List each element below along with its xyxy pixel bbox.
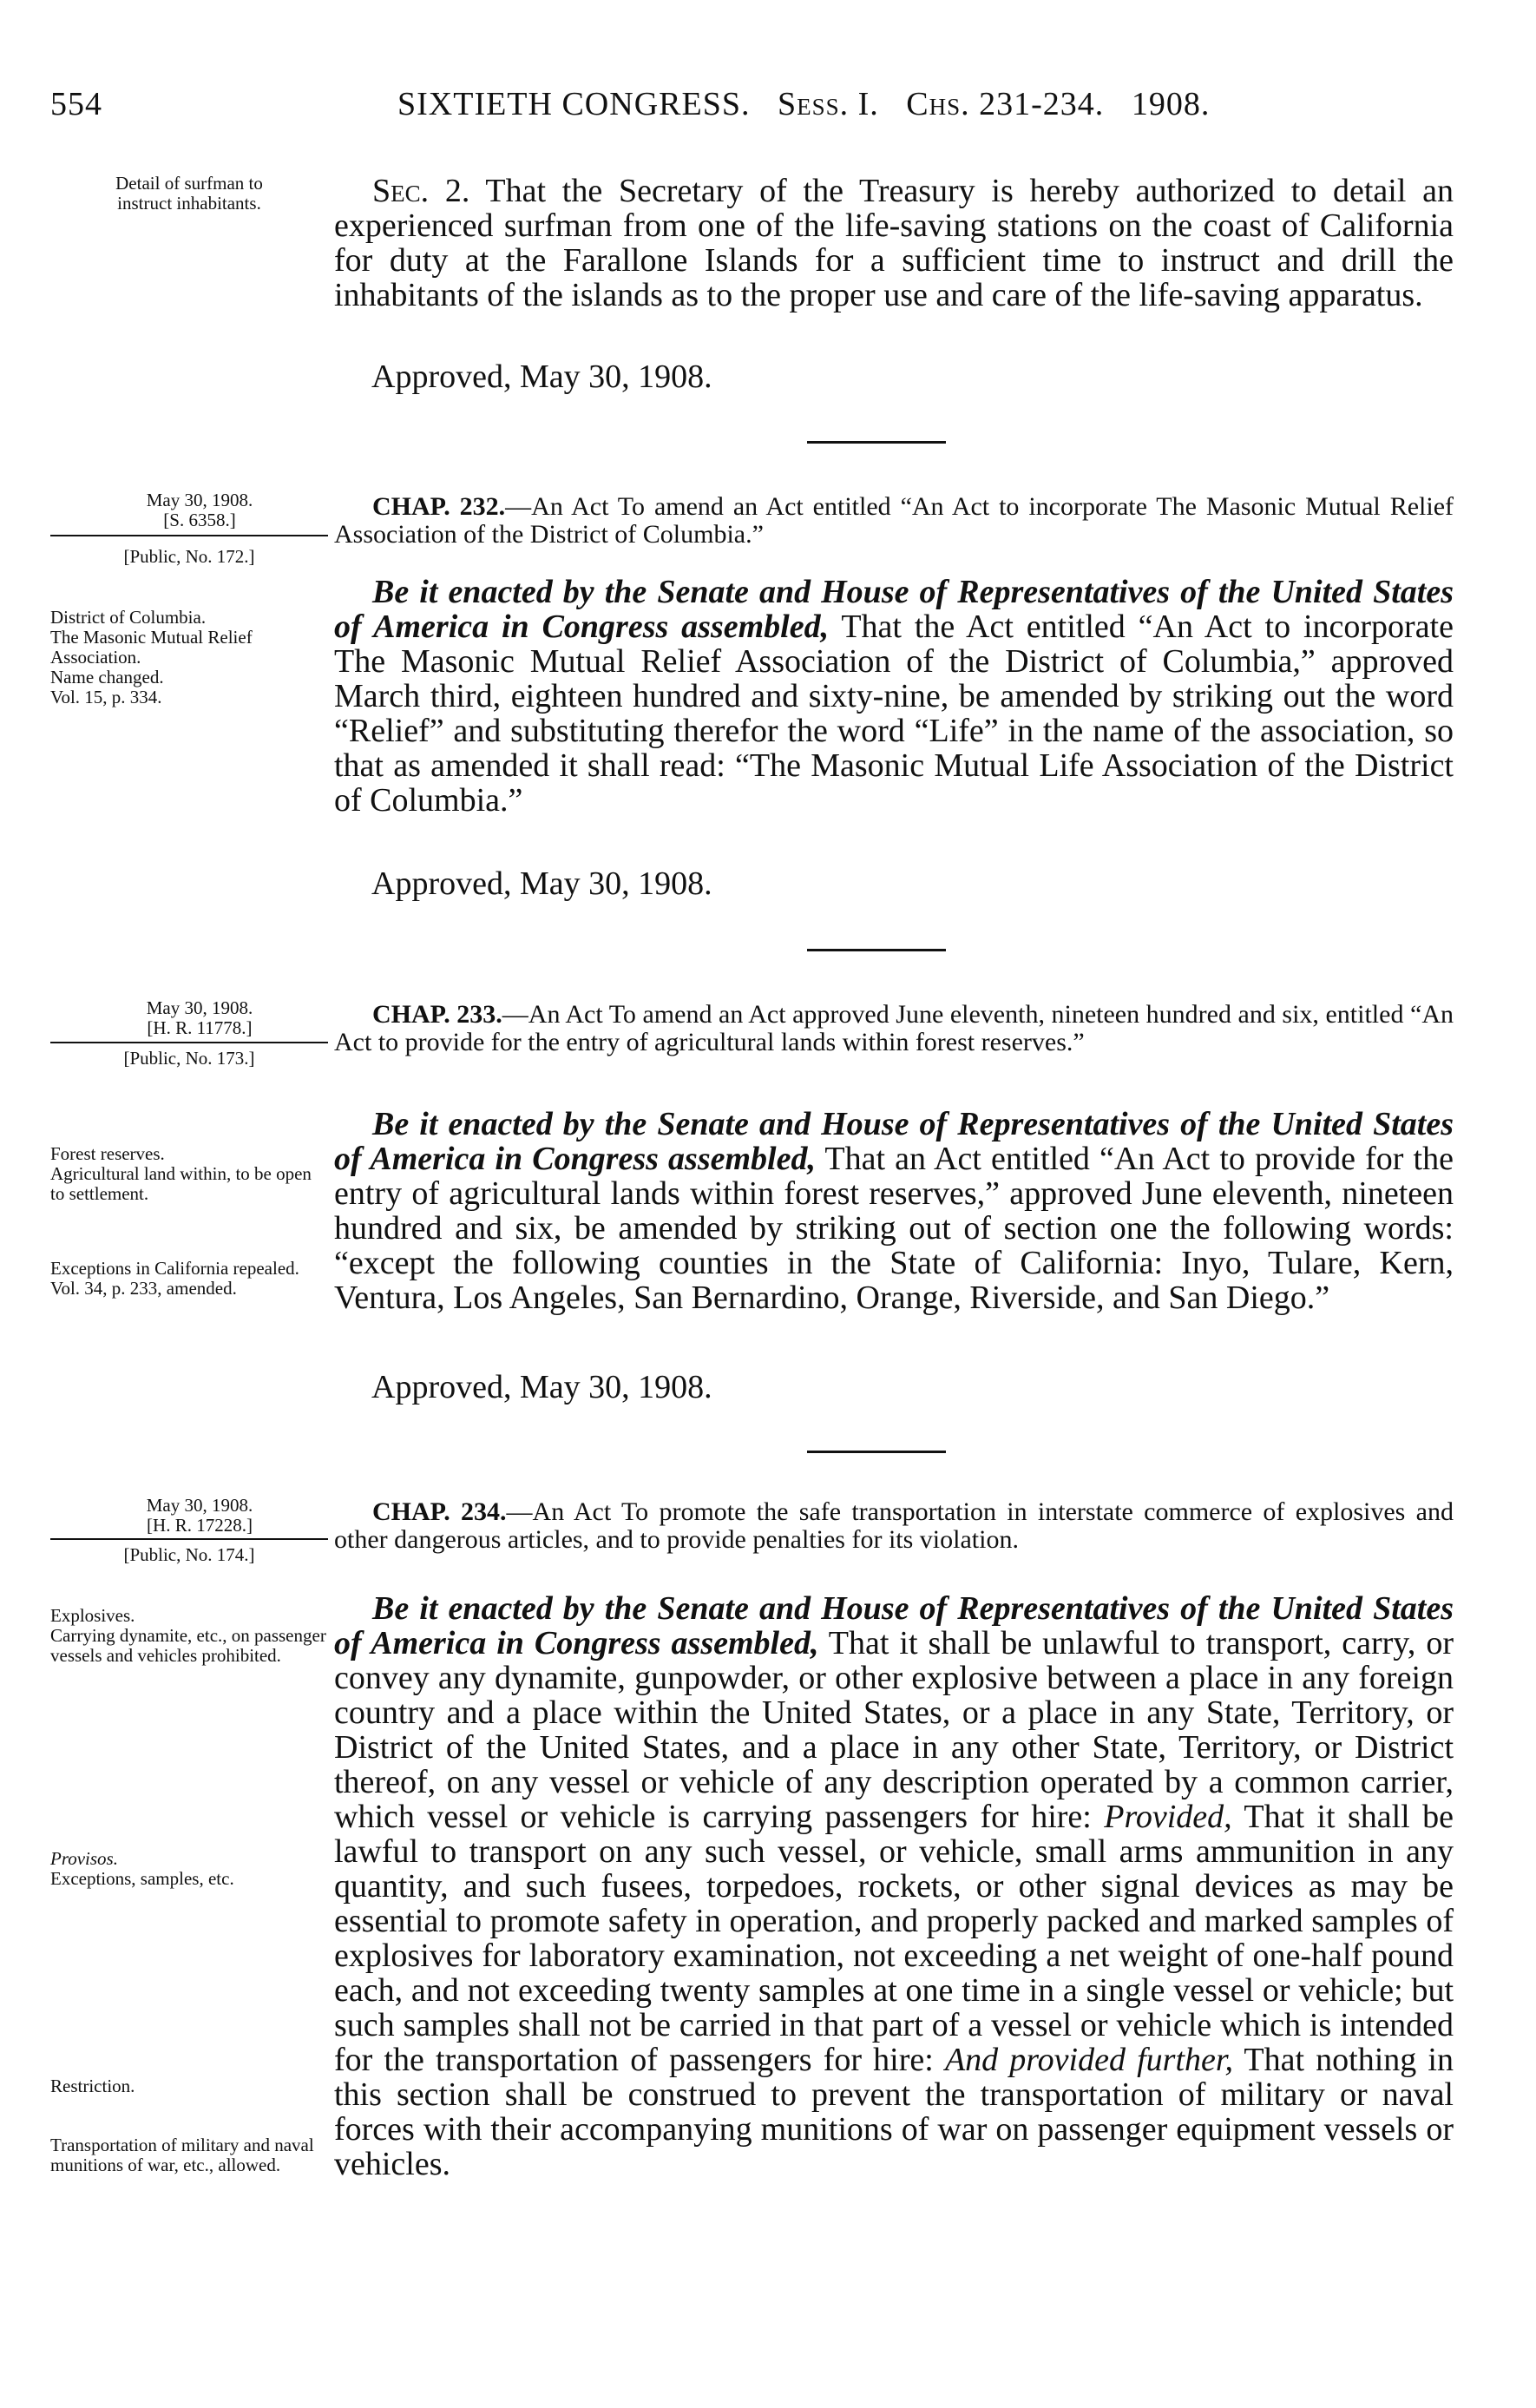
- margin-note-line: Carrying dynamite, etc., on passenger vessels and vehicles prohibited.: [50, 1625, 326, 1666]
- header-year: 1908.: [1131, 86, 1211, 122]
- page-number: 554: [50, 86, 102, 122]
- chap234-body-3: That nothing in this section shall be construed to prevent the transportation of military or naval forces with their accompanying munitions of war on passenger equipment vessels or vehicles.: [334, 2042, 1454, 2182]
- chapter-title: —An Act To promote the safe transportation in interstate commerce of explosives and other dangerous articles, and to provide penalties for its violation.: [334, 1497, 1454, 1554]
- chap234-margin-note-d: Transportation of military and naval munitions of war, etc., allowed.: [50, 2135, 314, 2175]
- section-divider: [807, 1451, 946, 1453]
- chap234-margin-note-c: Restriction.: [50, 2076, 135, 2096]
- public-number: [Public, No. 174.]: [123, 1544, 255, 1565]
- bill-number: [S. 6358.]: [163, 510, 236, 530]
- proviso-label: And provided further,: [944, 2042, 1233, 2078]
- section-divider: [807, 949, 946, 951]
- chapter-number: CHAP. 233.: [372, 1000, 502, 1029]
- chap234-text: [334, 1591, 1454, 2181]
- chap232-margin-head: [104, 490, 295, 530]
- margin-note-line: instruct inhabitants.: [117, 193, 261, 214]
- margin-note-line: Detail of surfman to: [115, 173, 263, 194]
- sec2-text: [334, 174, 1454, 313]
- margin-note-line: Explosives.: [50, 1605, 135, 1626]
- proviso-label: Provided,: [1104, 1799, 1232, 1835]
- chapter-title: —An Act To amend an Act entitled “An Act to incorporate The Masonic Mutual Relief Association of the District of Columbia.”: [334, 492, 1454, 549]
- act-date: May 30, 1908.: [146, 1495, 253, 1516]
- enacting-clause: Be it enacted by the Senate and House of Representatives of the United States of America in Congress assembled,: [334, 1590, 1454, 1661]
- enacting-clause: Be it enacted by the Senate and House of Representatives of the United States of America in Congress assembled,: [334, 1106, 1454, 1177]
- chap232-heading: [334, 493, 1454, 549]
- chap233-heading: [334, 1001, 1454, 1056]
- margin-note-sec2: [50, 174, 328, 214]
- chap234-body-1: That it shall be unlawful to transport, carry, or convey any dynamite, gunpowder, or other explosive between a place in any foreign country and a place within the United States, or a place in any State, Territory, or District of the United States, and a place in any other State, Territory, or District thereof, on any vessel or vehicle of any description operated by a common carrier, which vessel or vehicle is carrying passengers for hire:: [334, 1625, 1454, 1835]
- chap234-heading: [334, 1498, 1454, 1554]
- bill-number: [H. R. 17228.]: [147, 1515, 253, 1536]
- margin-note-line: Provisos.: [50, 1848, 118, 1869]
- enacting-clause: Be it enacted by the Senate and House of Representatives of the United States of America in Congress assembled,: [334, 574, 1454, 645]
- running-header: [50, 85, 1449, 137]
- sec2-body: That the Secretary of the Treasury is hereby authorized to detail an experienced surfman from one of the life-saving stations on the coast of California for duty at the Farallone Islands for a sufficient time to instruct and drill the inhabitants of the islands as to the proper use and care of the life-saving apparatus.: [334, 173, 1454, 313]
- chapter-number: CHAP. 232.: [372, 492, 506, 521]
- chap233-margin-notes-a: [50, 1144, 328, 1204]
- margin-note-line: Vol. 15, p. 334.: [50, 687, 162, 707]
- header-session: Sess. I.: [777, 86, 879, 122]
- approved-line: Approved, May 30, 1908.: [371, 1369, 712, 1405]
- chap234-margin-notes-a: [50, 1606, 328, 1666]
- chap233-text: [334, 1107, 1454, 1315]
- margin-note-line: Exceptions, samples, etc.: [50, 1868, 234, 1889]
- section-divider: [807, 441, 946, 444]
- margin-note-line: District of Columbia.: [50, 607, 207, 628]
- chap232-margin-notes: [50, 608, 328, 707]
- chap233-body: That an Act entitled “An Act to provide for the entry of agricultural lands within forest reserves,” approved June eleventh, nineteen hundred and six, be amended by striking out of section one the following words: “except the following counties in the State of California: Inyo, Tulare, Kern, Ventura, Los Angeles, San Bernardino, Orange, Riverside, and San Diego.”: [334, 1141, 1454, 1316]
- act-date: May 30, 1908.: [146, 997, 253, 1018]
- chap232-body: That the Act entitled “An Act to incorporate The Masonic Mutual Relief Association of the District of Columbia,” approved March third, eighteen hundred and sixty-nine, be amended by striking out the word “Relief” and substituting therefor the word “Life” in the name of the association, so that as amended it shall read: “The Masonic Mutual Life Association of the District of Columbia.”: [334, 609, 1454, 819]
- margin-note-line: Name changed.: [50, 667, 164, 688]
- margin-note-line: Forest reserves.: [50, 1143, 165, 1164]
- margin-note-line: Vol. 34, p. 233, amended.: [50, 1278, 237, 1299]
- approved-line: Approved, May 30, 1908.: [371, 359, 712, 395]
- public-number: [Public, No. 172.]: [123, 546, 255, 567]
- chapter-title: —An Act To amend an Act approved June eleventh, nineteen hundred and six, entitled “An Act to provide for the entry of agricultural lands within forest reserves.”: [334, 1000, 1454, 1056]
- act-date: May 30, 1908.: [146, 490, 253, 510]
- chap233-margin-head: [104, 998, 295, 1038]
- margin-note-line: Exceptions in California repealed.: [50, 1258, 299, 1279]
- margin-rule: [50, 1042, 328, 1043]
- margin-rule: [50, 1538, 328, 1540]
- approved-line: Approved, May 30, 1908.: [371, 865, 712, 902]
- section-label: Sec. 2.: [372, 173, 470, 209]
- chap233-margin-notes-b: [50, 1259, 328, 1299]
- chap234-margin-head: [104, 1496, 295, 1536]
- chap232-text: [334, 575, 1454, 818]
- margin-rule: [50, 535, 328, 536]
- chapter-number: CHAP. 234.: [372, 1497, 507, 1526]
- header-congress: SIXTIETH CONGRESS.: [397, 86, 751, 122]
- chap234-body-2: That it shall be lawful to transport on any such vessel, or vehicle, small arms ammunition in any quantity, and such fusees, torpedoes, rockets, or other signal devices as may be essential to promote safety in operation, and properly packed and marked samples of explosives for laboratory examination, not exceeding a net weight of one-half pound each, and not exceeding twenty samples at one time in a single vessel or vehicle; but such samples shall not be carried in that part of a vessel or vehicle which is intended for the transportation of passengers for hire:: [334, 1799, 1454, 2078]
- header-title: [397, 85, 1210, 123]
- chap234-margin-notes-b: [50, 1849, 328, 1889]
- margin-note-line: The Masonic Mutual Relief Association.: [50, 627, 253, 668]
- public-number: [Public, No. 173.]: [123, 1048, 255, 1069]
- header-chapters: Chs. 231-234.: [906, 86, 1105, 122]
- margin-note-line: Agricultural land within, to be open to settlement.: [50, 1163, 312, 1204]
- bill-number: [H. R. 11778.]: [147, 1017, 253, 1038]
